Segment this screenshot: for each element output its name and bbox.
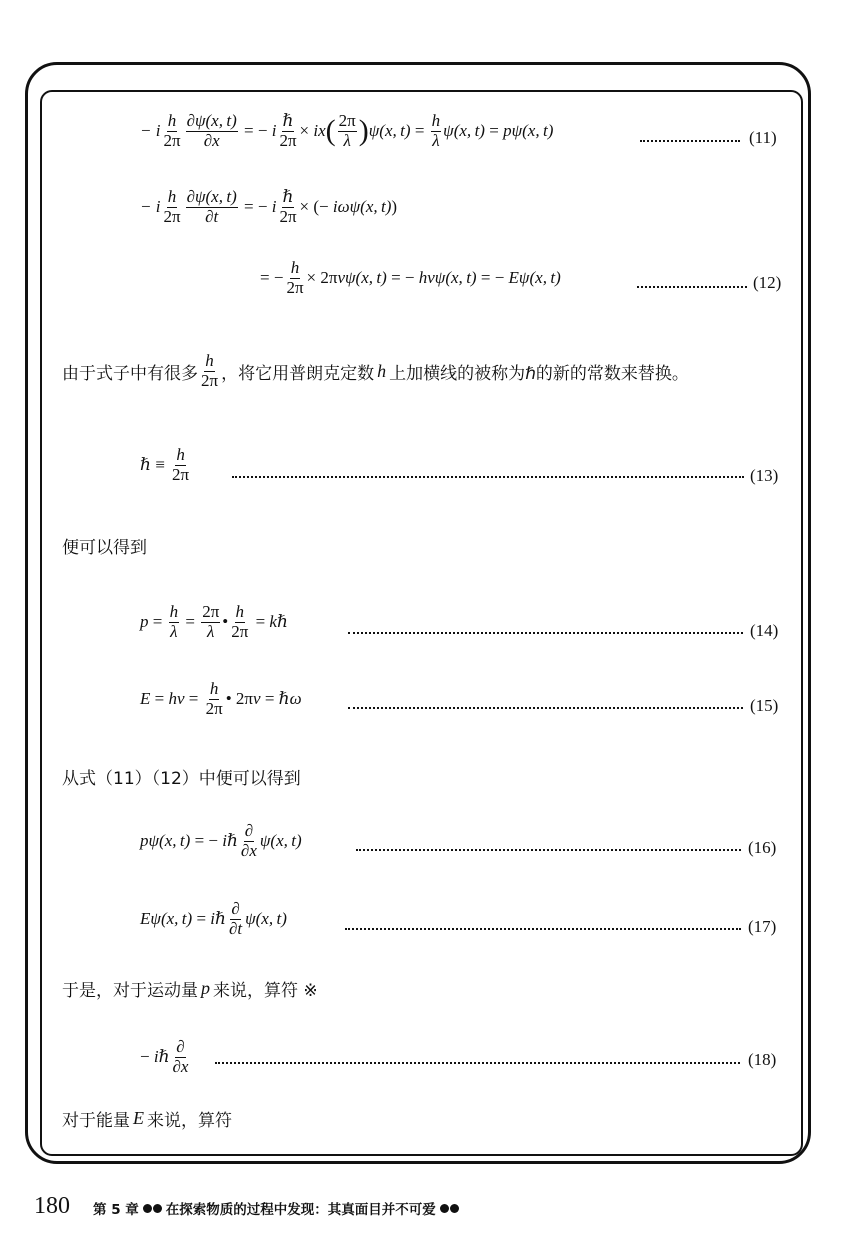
paragraph-text: 上加横线的被称为ℏ的新的常数来替换。	[389, 363, 689, 384]
leader-dots	[640, 140, 740, 142]
equation-number: (14)	[750, 621, 779, 640]
equation-number: (12)	[753, 273, 782, 292]
bullet-dots-icon	[440, 1204, 459, 1213]
symbol-p: p	[201, 978, 210, 998]
paragraph-momentum-operator	[62, 976, 318, 1001]
equation-number: (16)	[748, 838, 777, 857]
paragraph-hbar-definition: 由于式子中有很多 $\frac{h}{2\pi}$ ，将它用普朗克定数 h 上加横线的被称为ℏ的新的常数来替换。	[62, 351, 689, 390]
page-number: 180	[34, 1193, 70, 1219]
paragraph-text: ，将它用普朗克定数	[221, 363, 375, 384]
equation-14: p = $\frac{h}{\lambda}$ = $\frac{2\pi}{\lambda}$ • $\frac{h}{2\pi}$ = kℏ	[140, 602, 288, 641]
symbol-e: E	[133, 1108, 144, 1128]
leader-dots	[348, 632, 743, 634]
leader-dots	[348, 707, 743, 709]
equation-number: (15)	[750, 696, 779, 715]
equation-15: E = hν = $\frac{h}{2\pi}$ • 2π ν = ℏω	[140, 679, 302, 718]
equation-number: (11)	[749, 128, 777, 147]
paragraph-text: 来说，算符	[147, 1111, 232, 1131]
leader-dots	[637, 286, 747, 288]
equation-number: (13)	[750, 466, 779, 485]
paragraph-text: 对于能量	[62, 1111, 130, 1131]
paragraph-from-equations: 从式（11）（12）中便可以得到	[62, 769, 301, 789]
paragraph-text: 由于式子中有很多	[62, 363, 198, 384]
leader-dots	[356, 849, 741, 851]
equation-16: pψ(x, t) = − iℏ $\frac{\partial}{\partial x}$ ψ(x, t)	[140, 821, 302, 860]
running-header	[93, 1198, 459, 1218]
equation-12-line2: = − $\frac{h}{2\pi}$ × 2π νψ(x, t) = − hνψ(x, t) = − Eψ(x, t)	[260, 258, 561, 297]
bullet-dots-icon	[143, 1204, 162, 1213]
equation-11: − i $\frac{h}{2\pi}$ $\frac{\partial\psi(x, t)}{\partial x}$ = − i $\frac{\text{ℏ}}{2\pi}$ × ix ( $\frac{2\pi}{\lambda}$ ) ψ(x, t) = $\frac{h}{\lambda}$ ψ(x, t) = pψ(x, t)	[140, 111, 554, 150]
equation-13: ℏ ≡ $\frac{h}{2\pi}$	[140, 445, 190, 484]
paragraph-then: 便可以得到	[62, 538, 147, 558]
leader-dots	[345, 928, 741, 930]
paragraph-text: 来说，算符 ※	[213, 981, 318, 1001]
equation-number: (18)	[748, 1050, 777, 1069]
equation-number: (17)	[748, 917, 777, 936]
equation-17: Eψ(x, t) = iℏ $\frac{\partial}{\partial t}$ ψ(x, t)	[140, 899, 287, 938]
chapter-label: 第 5 章	[93, 1202, 139, 1218]
chapter-title: 在探索物质的过程中发现：其真面目并不可爱	[165, 1202, 436, 1218]
symbol-h: h	[377, 360, 387, 381]
paragraph-energy-operator	[62, 1106, 232, 1131]
paragraph-text: 于是，对于运动量	[62, 981, 198, 1001]
equation-18: − iℏ $\frac{\partial}{\partial x}$	[140, 1037, 189, 1076]
leader-dots	[215, 1062, 740, 1064]
equation-12-line1: − i $\frac{h}{2\pi}$ $\frac{\partial\psi(x, t)}{\partial t}$ = − i $\frac{\text{ℏ}}{2\pi}$ × (− iωψ(x, t) )	[140, 187, 398, 226]
leader-dots	[232, 476, 744, 478]
